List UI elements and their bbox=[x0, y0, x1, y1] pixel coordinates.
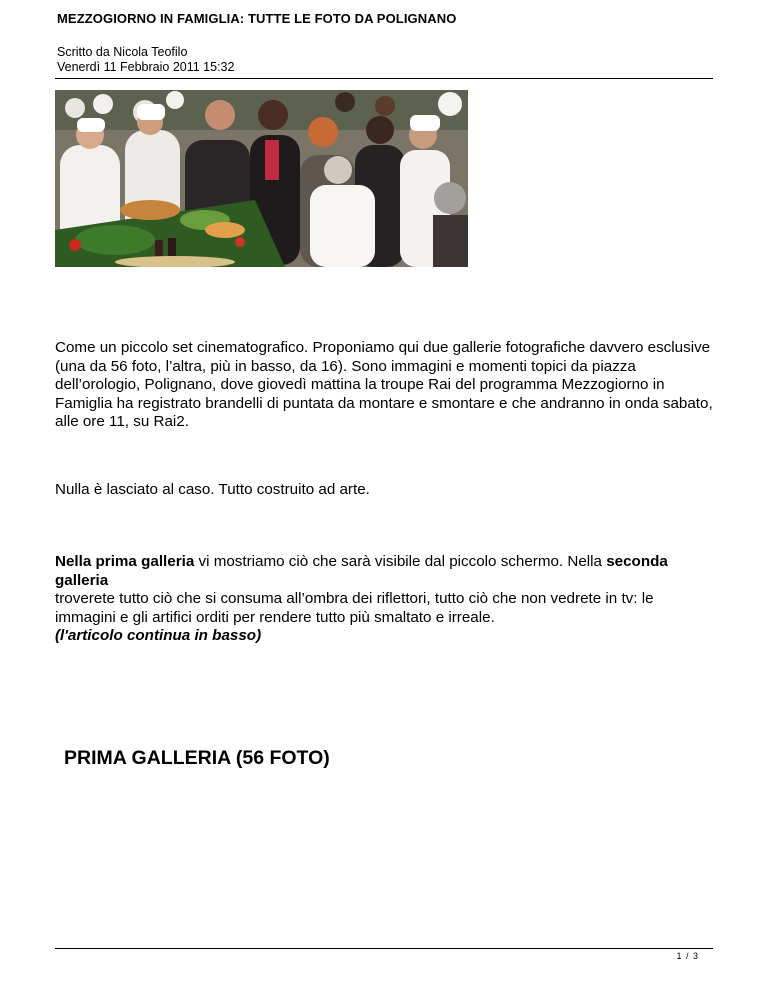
gallery-heading: PRIMA GALLERIA (56 FOTO) bbox=[64, 747, 330, 769]
first-gallery-label: Nella prima galleria bbox=[55, 553, 195, 570]
publish-date: Venerdì 11 Febbraio 2011 15:32 bbox=[57, 60, 235, 74]
article-paragraph-3 bbox=[55, 553, 715, 646]
author-byline: Scritto da Nicola Teofilo bbox=[57, 45, 188, 59]
continue-note: (l'articolo continua in basso) bbox=[55, 627, 262, 644]
footer-divider bbox=[55, 948, 713, 949]
article-paragraph-intro: Come un piccolo set cinematografico. Proponiamo qui due gallerie fotografiche davvero esclusive (una da 56 foto, l’altra, più in basso, da 16). Sono immagini e momenti topici da piazza dell’orologio, Polignano, dove giovedì mattina la troupe Rai del programma Mezzogiorno in Famiglia ha registrato brandelli di puntata da montare e smontare e che andranno in onda sabato, alle ore 11, su Rai2. bbox=[55, 339, 713, 430]
page-number: 1 / 3 bbox=[676, 951, 699, 961]
article-photo[interactable] bbox=[55, 90, 468, 267]
header-divider bbox=[55, 78, 713, 79]
paragraph-text: vi mostriamo ciò che sarà visibile dal piccolo schermo. Nella bbox=[194, 553, 607, 570]
paragraph-text: troverete tutto ciò che si consuma all’ombra dei riflettori, tutto ciò che non vedrete in tv: le immagini e gli artifici orditi per rendere tutto più smaltato e irreale. bbox=[55, 590, 654, 626]
second-gallery-label: seconda galleria bbox=[55, 553, 668, 589]
photo-illustration bbox=[55, 90, 468, 267]
article-paragraph-2: Nulla è lasciato al caso. Tutto costruito ad arte. bbox=[55, 481, 370, 498]
page-title: MEZZOGIORNO IN FAMIGLIA: TUTTE LE FOTO DA POLIGNANO bbox=[57, 11, 457, 26]
